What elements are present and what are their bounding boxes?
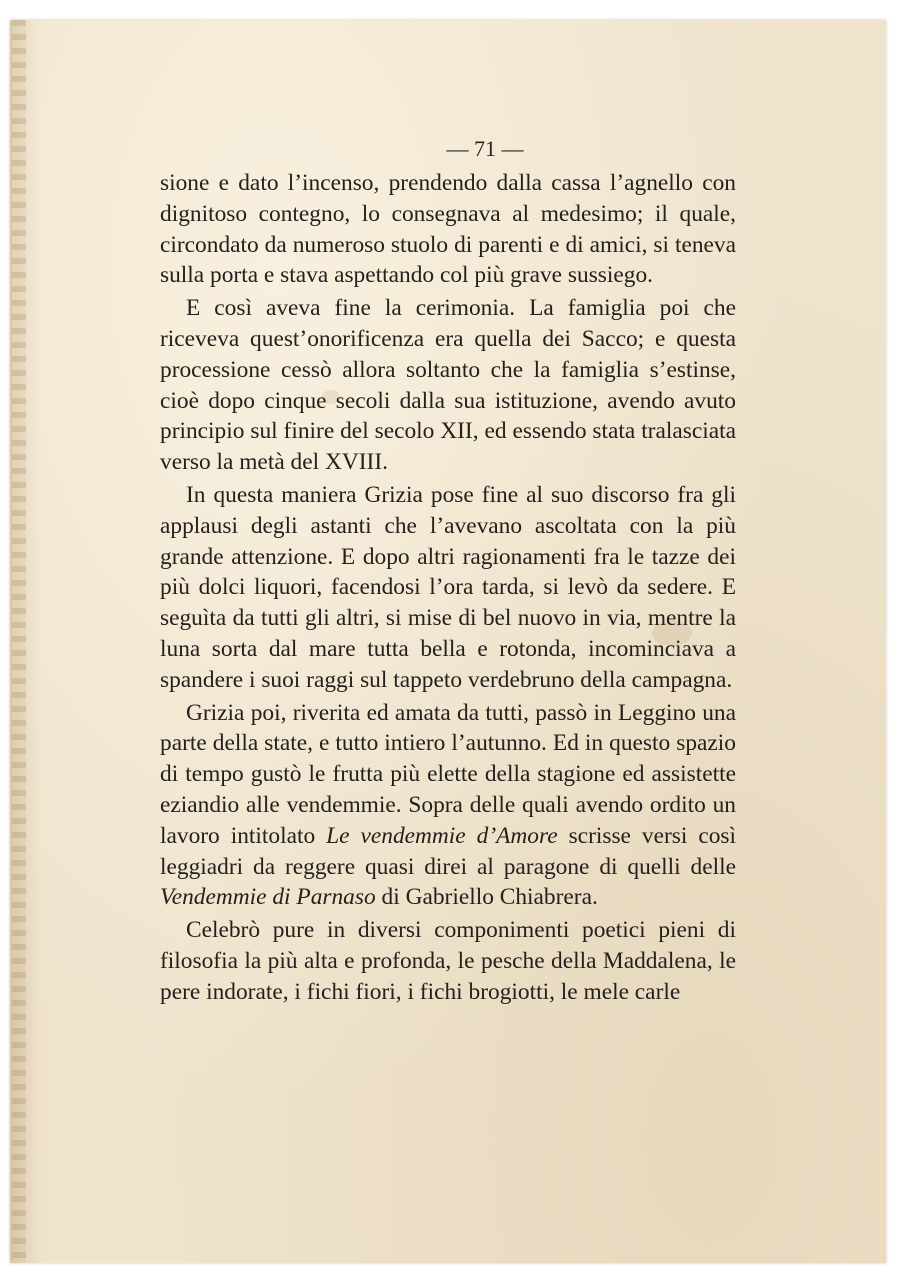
italic-title-text: Vendemmie di Parnaso <box>160 884 376 911</box>
paragraph <box>160 915 736 1007</box>
paragraph-text: E così aveva fine la cerimonia. La famiglia poi che riceveva quest’onorificenza era quella dei Sacco; e questa processione cessò allora soltanto che la famiglia s’estinse, cioè dopo cinque secoli dalla sua istituzione, avendo avuto principio sul finire del secolo XII, ed essendo stata tralasciata verso la metà del XVIII. <box>160 295 736 476</box>
body-text <box>160 168 736 1008</box>
page-number <box>12 136 886 162</box>
paragraph-text: Grizia poi, riverita ed amata da tutti, passò in Leggino una parte della state, e tutto intiero l’autunno. Ed in questo spazio di tempo gustò le frutta più elette della stagione ed assistette eziandio alle vendemmie. Sopra delle quali avendo ordito un lavoro intitolato <box>160 699 736 849</box>
paragraph <box>160 698 736 914</box>
paragraph-text: In questa maniera Grizia pose fine al suo discorso fra gli applausi degli astanti che l’avevano ascoltata con la più grande attenzione. E dopo altri ragionamenti fra le tazze dei più dolci liquori, facendosi l’ora tarda, si levò da sedere. E seguìta da tutti gli altri, si mise di bel nuovo in via, mentre la luna sorta dal mare tutta bella e rotonda, incominciava a spandere i suoi raggi sul tappeto verdebruno della campagna. <box>160 481 736 693</box>
paragraph-text: sione e dato l’incenso, prendendo dalla cassa l’agnello con dignitoso contegno, lo consegnava al medesimo; il quale, circondato da numeroso stuolo di parenti e di amici, si teneva sulla porta e stava aspettando col più grave sussiego. <box>160 170 736 289</box>
paragraph <box>160 293 736 478</box>
paragraph-text: Celebrò pure in diversi componimenti poetici pieni di filosofia la più alta e profonda, le pesche della Maddalena, le pere indorate, i fichi fiori, i fichi brogiotti, le mele carle <box>160 917 736 1005</box>
paragraph-text: di Gabriello Chiabrera. <box>375 884 598 911</box>
page-number-text: — 71 — <box>446 136 524 161</box>
paragraph <box>160 480 736 696</box>
paragraph <box>160 168 736 291</box>
book-page <box>10 20 886 1263</box>
italic-title-text: Le vendemmie d’Amore <box>326 822 558 849</box>
torn-page-edge <box>12 20 26 1263</box>
paragraph-text: scrisse versi così leggiadri da reggere quasi direi al paragone di quelli delle <box>160 822 736 880</box>
